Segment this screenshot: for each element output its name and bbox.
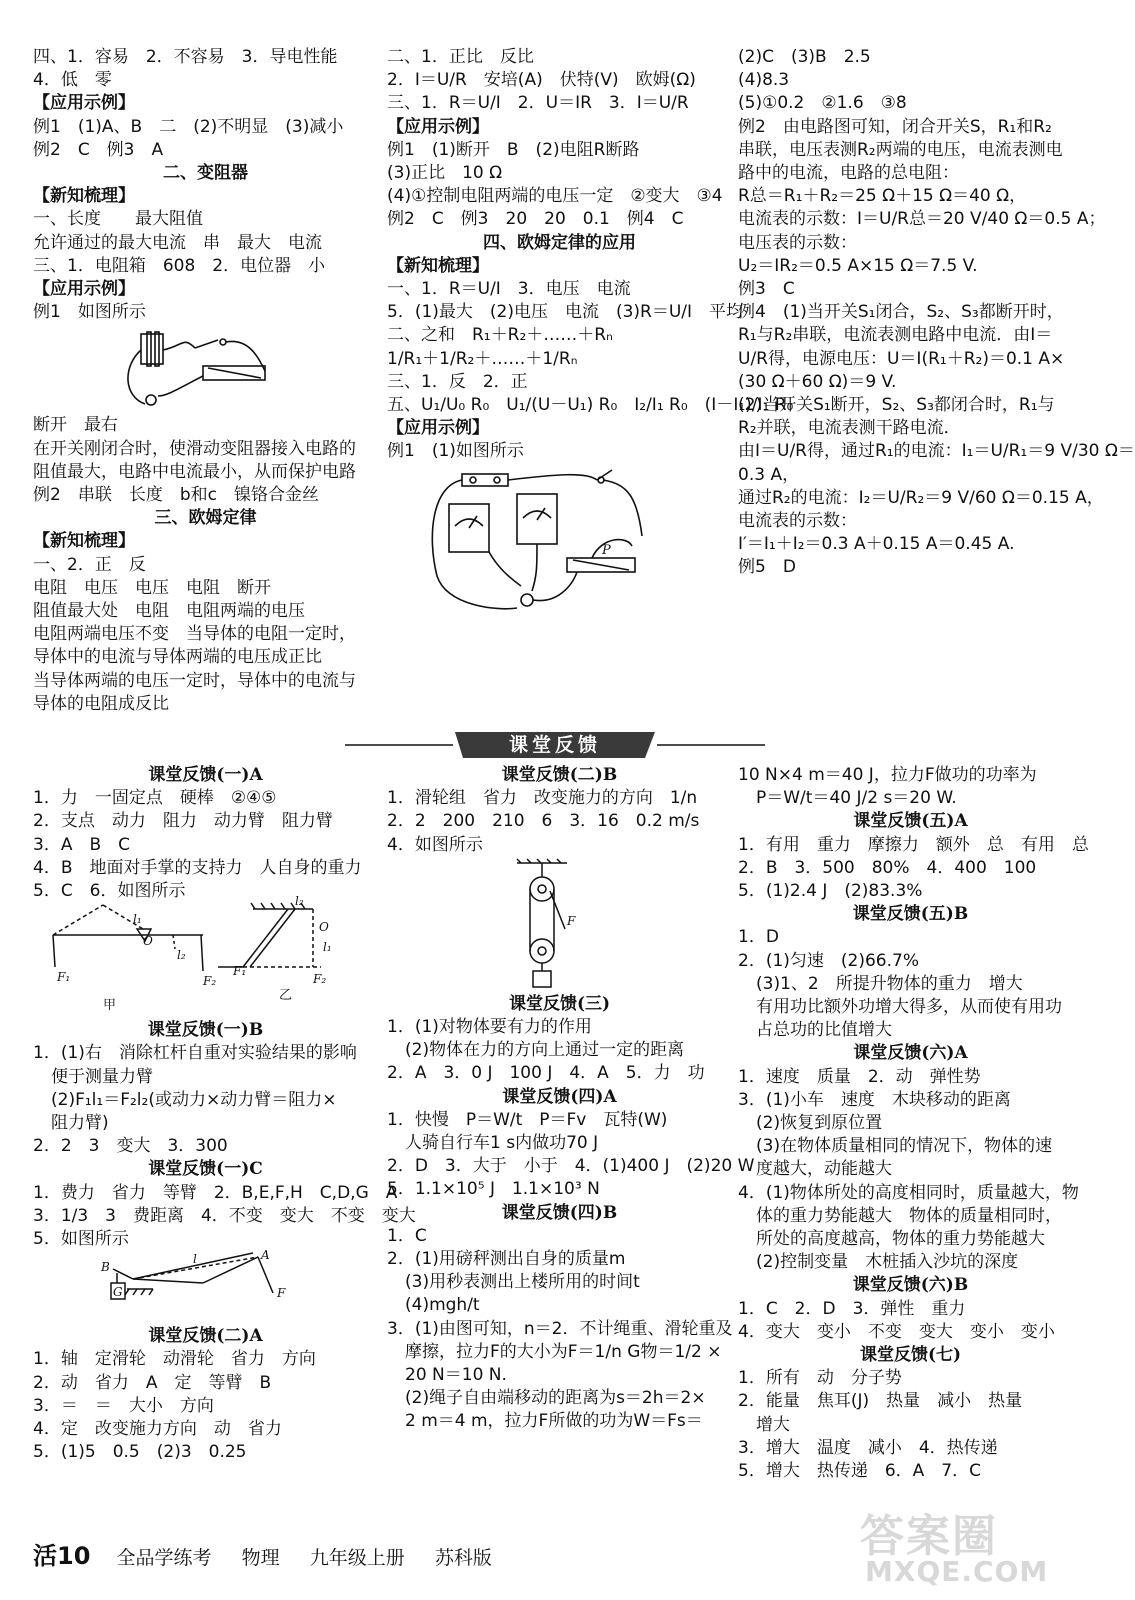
text-line: (5)①0.2 ②1.6 ③8 — [738, 93, 907, 114]
svg-text:F₁: F₁ — [233, 964, 247, 979]
text-line: 例4 (1)当开关S₁闭合，S₂、S₃都断开时， — [738, 302, 1064, 323]
figure-label-jia: 甲 — [103, 998, 117, 1014]
feedback-heading: 课堂反馈(一)B — [147, 1020, 264, 1041]
text-line: 例1 (1)A、B 二 (2)不明显 (3)减小 — [33, 116, 344, 137]
text-line: (4)①控制电阻两端的电压一定 ②变大 ③4 — [387, 186, 723, 207]
text-line: 体的重力势能越大 物体的质量相同时， — [756, 1205, 1062, 1226]
text-line: 1．快慢 P＝W/t P＝Fv 瓦特(W) — [387, 1109, 668, 1130]
text-line: 1．D — [738, 927, 779, 948]
text-line: 所处的高度越高，物体的重力势能越大 — [756, 1229, 1045, 1250]
text-line: (2)当开关S₁断开，S₂、S₃都闭合时，R₁与 — [738, 395, 1055, 416]
feedback-heading: 课堂反馈(一)C — [148, 1159, 263, 1180]
svg-text:O: O — [143, 934, 153, 949]
text-line: 1．(1)对物体要有力的作用 — [387, 1017, 592, 1038]
feedback-heading: 课堂反馈(六)B — [852, 1275, 969, 1296]
text-line: 例2 C 例3 A — [33, 139, 164, 160]
text-line: 10 N×4 m＝40 J，拉力F做功的功率为 — [738, 765, 1037, 785]
text-line: (30 Ω＋60 Ω)＝9 V. — [738, 371, 897, 392]
text-line: 有用功比额外功增大得多，从而使有用功 — [756, 997, 1062, 1018]
text-line: 例5 D — [738, 557, 796, 578]
svg-text:F₂: F₂ — [203, 974, 217, 989]
text-line: 断开 最右 — [33, 415, 118, 436]
text-line: 1．轴 定滑轮 动滑轮 省力 方向 — [33, 1349, 316, 1370]
feedback-heading: 课堂反馈(五)A — [853, 811, 968, 832]
text-line: 2．I＝U/R 安培(A) 伏特(V) 欧姆(Ω) — [387, 70, 696, 91]
text-line: 阻力臂) — [51, 1113, 109, 1134]
text-line: 例3 C — [738, 279, 795, 300]
feedback-heading: 课堂反馈(二)A — [148, 1326, 263, 1347]
text-line: 3．(1)由图可知，n＝2．不计绳重、滑轮重及 — [387, 1318, 733, 1339]
text-line: 5．C 6．如图所示 — [33, 881, 186, 902]
text-line: 5．(1)2.4 J (2)83.3% — [738, 881, 923, 902]
text-line: 三、1．电阻箱 608 2．电位器 小 — [33, 255, 326, 276]
section-banner — [345, 730, 765, 760]
text-line: 电流表的示数：I＝U/R总＝20 V/40 Ω＝0.5 A； — [738, 209, 1106, 230]
lever-diagram — [33, 894, 378, 1017]
text-line: 阻值最大处 电阻 电阻两端的电压 — [33, 601, 305, 622]
text-line: 例1 (1)断开 B (2)电阻R断路 — [387, 139, 640, 160]
section-hint: 【应用示例】 — [387, 418, 489, 439]
text-line: 一、2．正 反 — [33, 554, 146, 575]
text-line: 当导体两端的电压一定时，导体中的电流与 — [33, 670, 356, 691]
text-line: 电阻两端电压不变 当导体的电阻一定时， — [33, 624, 356, 645]
text-line: 一、1．R＝U/I 3．电压 电流 — [387, 279, 631, 300]
text-line: (2)F₁l₁＝F₂l₂(或动力×动力臂＝阻力× — [51, 1089, 337, 1110]
svg-text:O: O — [319, 920, 329, 935]
text-line: 通过R₂的电流：I₂＝U/R₂＝9 V/60 Ω＝0.15 A， — [738, 487, 1104, 508]
svg-text:l: l — [193, 1252, 197, 1267]
svg-text:F₂: F₂ — [313, 972, 327, 987]
text-line: U₂＝IR₂＝0.5 A×15 Ω＝7.5 V. — [738, 255, 978, 276]
text-line: R₁与R₂串联，电流表测电路中电流．由I＝ — [738, 325, 1053, 346]
watermark-url: MXQE.COM — [865, 1555, 1049, 1588]
pulley-figure — [387, 859, 732, 991]
lever-figure — [33, 1248, 378, 1323]
text-line: 例2 由电路图可知，闭合开关S，R₁和R₂ — [738, 116, 1052, 137]
text-line: 一、长度 最大阻值 — [33, 209, 203, 230]
svg-text:l₂: l₂ — [295, 894, 304, 909]
feedback-heading: 课堂反馈(二)B — [501, 765, 618, 785]
text-line: 4．低 零 — [33, 70, 112, 91]
pulley-diagram — [387, 859, 732, 991]
text-line: 三、1．R＝U/I 2．U＝IR 3．I＝U/R — [387, 93, 689, 114]
text-line: R₂并联，电流表测干路电流． — [738, 418, 961, 439]
text-line: 5．如图所示 — [33, 1229, 129, 1250]
text-line: 1．有用 重力 摩擦力 额外 总 有用 总 — [738, 834, 1089, 855]
text-line: 二、1．正比 反比 — [387, 47, 534, 67]
section-hint: 【应用示例】 — [33, 93, 135, 114]
text-line: 4．B 地面对手掌的支持力 人自身的重力 — [33, 857, 362, 878]
text-line: 电压表的示数： — [738, 232, 857, 253]
section-heading: 三、欧姆定律 — [154, 508, 257, 529]
text-line: 2．(1)用磅秤测出自身的质量m — [387, 1249, 626, 1270]
column-3 — [738, 46, 1135, 580]
feedback-heading: 课堂反馈(七) — [859, 1345, 962, 1366]
feedback-heading: 课堂反馈(六)A — [853, 1043, 968, 1064]
svg-text:B: B — [101, 1260, 110, 1275]
text-line: 导体中的电流与导体两端的电压成正比 — [33, 647, 322, 668]
text-line: 串联，电压表测R₂两端的电压，电流表测电 — [738, 139, 1063, 160]
section-heading: 四、欧姆定律的应用 — [483, 232, 636, 253]
text-line: 五、U₁/U₀ R₀ U₁/(U－U₁) R₀ I₂/I₁ R₀ (I－I₁)/I₁ R₀ — [387, 395, 794, 416]
text-line: 增大 — [756, 1414, 790, 1435]
watermark-logo: 答案圈 — [860, 1511, 998, 1562]
svg-text:l₁: l₁ — [323, 940, 332, 955]
text-line: 4．(1)物体所处的高度相同时，质量越大，物 — [738, 1182, 1079, 1203]
text-line: 例1 (1)如图所示 — [387, 441, 524, 462]
text-line: 1．费力 省力 等臂 2．B,E,F,H C,D,G A — [33, 1182, 398, 1203]
text-line: (3)在物体质量相同的情况下，物体的速 — [756, 1136, 1053, 1157]
svg-text:F: F — [567, 913, 576, 928]
text-line: 4．定 改变施力方向 动 省力 — [33, 1419, 282, 1440]
text-line: 占总功的比值增大 — [756, 1020, 892, 1041]
section-hint: 【新知梳理】 — [33, 186, 135, 207]
text-line: 2．B 3．500 80% 4．400 100 — [738, 857, 1037, 878]
text-line: 摩擦，拉力F的大小为F＝1/n G物＝1/2 × — [405, 1341, 722, 1362]
text-line: 1/R₁＋1/R₂＋……＋1/Rₙ — [387, 348, 578, 369]
section-hint: 【新知梳理】 — [387, 255, 489, 276]
banner-title: 课堂反馈 — [508, 734, 601, 756]
svg-text:F₁: F₁ — [57, 970, 71, 985]
feedback-heading: 课堂反馈(一)A — [148, 765, 263, 785]
text-line: 1．力 一固定点 硬棒 ②④⑤ — [33, 788, 277, 809]
text-line: 人骑自行车1 s内做功70 J — [405, 1133, 599, 1154]
text-line: 在开关刚闭合时，使滑动变阻器接入电路的 — [33, 438, 356, 459]
page-number: 活10 — [33, 1542, 91, 1570]
text-line: 例1 如图所示 — [33, 302, 146, 323]
text-line: 二、之和 R₁＋R₂＋……＋Rₙ — [387, 325, 613, 346]
svg-text:A: A — [261, 1248, 270, 1263]
lever-figure — [33, 894, 378, 1017]
text-line: U/R得，电源电压：U＝I(R₁＋R₂)＝0.1 A× — [738, 348, 1065, 369]
subject-label: 物理 — [241, 1547, 280, 1569]
text-line: 5．(1)最大 (2)电压 电流 (3)R＝U/I 平均 — [387, 302, 744, 323]
feedback-heading: 课堂反馈(三) — [508, 993, 611, 1014]
feedback-heading: 课堂反馈(四)A — [502, 1086, 617, 1107]
section-hint: 【新知梳理】 — [33, 531, 135, 552]
text-line: 由I＝U/R得，通过R₁的电流：I₁＝U/R₁＝9 V/30 Ω＝ — [738, 441, 1135, 462]
text-line: 2．2 3 变大 3．300 — [33, 1136, 228, 1157]
figure-label-yi: 乙 — [279, 988, 293, 1004]
feedback-column-2 — [387, 764, 755, 1434]
text-line: (2)控制变量 木桩插入沙坑的深度 — [756, 1252, 1019, 1273]
feedback-column-3 — [738, 764, 1089, 1483]
feedback-heading: 课堂反馈(五)B — [852, 904, 969, 925]
text-line: 4．变大 变小 不变 变大 变小 变小 — [738, 1321, 1055, 1342]
text-line: 3．(1)小车 速度 木块移动的距离 — [738, 1089, 1011, 1110]
svg-text:G: G — [113, 1285, 123, 1300]
text-line: 允许通过的最大电流 串 最大 电流 — [33, 232, 322, 253]
text-line: P＝W/t＝40 J/2 s＝20 W. — [756, 788, 957, 809]
section-hint: 【应用示例】 — [387, 116, 489, 137]
svg-text:P: P — [602, 542, 611, 558]
text-line: 3．增大 温度 减小 4．热传递 — [738, 1437, 998, 1458]
column-1 — [33, 46, 378, 716]
circuit-figure — [33, 326, 378, 412]
text-line: 20 N＝10 N. — [405, 1365, 507, 1386]
text-line: 5．1.1×10⁵ J 1.1×10³ N — [387, 1179, 600, 1200]
svg-text:l₂: l₂ — [177, 948, 186, 963]
text-line: 1．滑轮组 省力 改变施力的方向 1/n — [387, 788, 698, 809]
grade-label: 九年级上册 — [309, 1547, 405, 1569]
text-line: 2．支点 动力 阻力 动力臂 阻力臂 — [33, 811, 333, 832]
text-line: 度越大，动能越大 — [756, 1159, 892, 1180]
book-title: 全品学练考 — [116, 1547, 212, 1569]
text-line: (4)mgh/t — [405, 1295, 480, 1316]
text-line: (3)用秒表测出上楼所用的时间t — [405, 1272, 640, 1293]
text-line: 路中的电流，电路的总电阻： — [738, 163, 959, 184]
text-line: (2)恢复到原位置 — [756, 1113, 883, 1134]
text-line: 1．速度 质量 2．动 弹性势 — [738, 1066, 981, 1087]
text-line: 1．所有 动 分子势 — [738, 1368, 902, 1389]
text-line: 3．1/3 3 费距离 4．不变 变大 不变 变大 — [33, 1205, 416, 1226]
text-line: 四、1．容易 2．不容易 3．导电性能 — [33, 47, 338, 67]
text-line: 2 m＝4 m，拉力F所做的功为W＝Fs＝ — [405, 1411, 703, 1432]
text-line: 4．如图所示 — [387, 834, 483, 855]
section-heading: 二、变阻器 — [163, 163, 248, 184]
text-line: 2．2 200 210 6 3．16 0.2 m/s — [387, 811, 700, 832]
text-line: 阻值最大，电路中电流最小，从而保护电路 — [33, 461, 356, 482]
text-line: 导体的电阻成反比 — [33, 693, 169, 714]
text-line: 3．＝ ＝ 大小 方向 — [33, 1395, 214, 1416]
feedback-heading: 课堂反馈(四)B — [501, 1202, 618, 1223]
text-line: 1．(1)右 消除杠杆自重对实验结果的影响 — [33, 1043, 357, 1064]
circuit-diagram — [387, 466, 732, 616]
text-line: 2．动 省力 A 定 等臂 B — [33, 1372, 272, 1393]
text-line: 便于测量力臂 — [51, 1066, 153, 1087]
svg-text:l₁: l₁ — [133, 912, 142, 927]
text-line: 1．C — [387, 1225, 427, 1246]
page-footer — [33, 1536, 492, 1571]
text-line: (2)物体在力的方向上通过一定的距离 — [405, 1040, 685, 1061]
text-line: 2．D 3．大于 小于 4．(1)400 J (2)20 W — [387, 1156, 755, 1177]
text-line: 例2 串联 长度 b和c 镍铬合金丝 — [33, 485, 319, 506]
text-line: 1．C 2．D 3．弹性 重力 — [738, 1298, 966, 1319]
text-line: 2．(1)匀速 (2)66.7% — [738, 950, 919, 971]
text-line: 3．A B C — [33, 834, 130, 855]
text-line: 电阻 电压 电压 电阻 断开 — [33, 577, 271, 598]
circuit-figure — [387, 466, 732, 616]
text-line: 三、1．反 2．正 — [387, 371, 528, 392]
section-hint: 【应用示例】 — [33, 279, 135, 300]
text-line: 2．A 3．0 J 100 J 4．A 5．力 功 — [387, 1063, 705, 1084]
text-line: 2．能量 焦耳(J) 热量 减小 热量 — [738, 1391, 1023, 1412]
edition-label: 苏科版 — [434, 1547, 492, 1569]
text-line: (2)C (3)B 2.5 — [738, 47, 871, 67]
text-line: (4)8.3 — [738, 70, 790, 91]
text-line: 电流表的示数： — [738, 511, 857, 532]
text-line: 例2 C 例3 20 20 0.1 例4 C — [387, 209, 684, 230]
text-line: R总＝R₁＋R₂＝25 Ω＋15 Ω＝40 Ω， — [738, 186, 1027, 207]
text-line: (3)1、2 所提升物体的重力 增大 — [756, 973, 1023, 994]
text-line: (3)正比 10 Ω — [387, 163, 503, 184]
svg-text:F: F — [277, 1286, 286, 1301]
text-line: (2)绳子自由端移动的距离为s＝2h＝2× — [405, 1388, 706, 1409]
circuit-diagram — [33, 326, 273, 412]
text-line: 5．增大 热传递 6．A 7．C — [738, 1461, 981, 1482]
text-line: I′＝I₁＋I₂＝0.3 A＋0.15 A＝0.45 A. — [738, 534, 1015, 555]
lever-diagram — [33, 1248, 378, 1323]
text-line: 0.3 A， — [738, 464, 800, 485]
text-line: 5．(1)5 0.5 (2)3 0.25 — [33, 1442, 247, 1463]
